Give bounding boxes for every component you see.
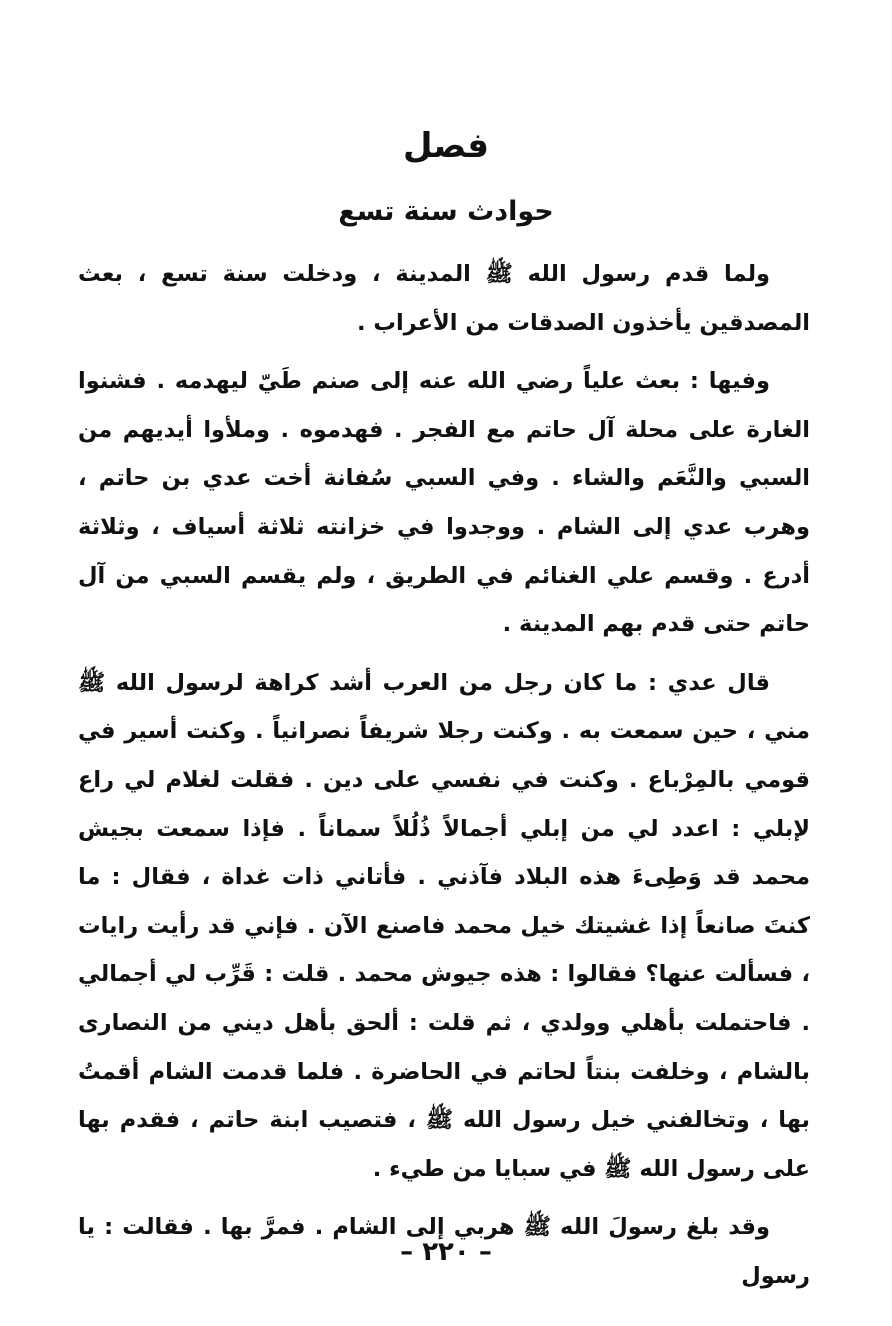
paragraph-3: قال عدي : ما كان رجل من العرب أشد كراهة لرسول الله ﷺ مني ، حين سمعت به . وكنت رجلا شريفاً نصرانياً . وكنت أسير في قومي بالمِرْباع . وكنت في نفسي على دين . فقلت لغلام لي راع لإبلي : اعدد لي من إبلي أجمالاً ذُلُلاً سماناً . فإذا سمعت بجيش محمد قد وَطِىءَ هذه البلاد فآذني . فأتاني ذات غداة ، فقال : ما كنتَ صانعاً إذا غشيتك خيل محمد فاصنع الآن . فإني قد رأيت رايات ، فسألت عنها؟ فقالوا : هذه جيوش محمد . قلت : قَرِّب لي أجمالي . فاحتملت بأهلي وولدي ، ثم قلت : ألحق بأهل ديني من النصارى بالشام ، وخلفت بنتاً لحاتم في الحاضرة . فلما قدمت الشام أقمتُ بها ، وتخالفني خيل رسول الله ﷺ ، فتصيب ابنة حاتم ، فقدم بها على رسول الله ﷺ في سبايا من طيء . [78, 669, 810, 1182]
page-number: – ٢٢٠ – [400, 1237, 492, 1267]
section-title: حوادث سنة تسع [338, 196, 554, 227]
paragraph-2: وفيها : بعث علياً رضي الله عنه إلى صنم طَيّ ليهدمه . فشنوا الغارة على محلة آل حاتم مع الفجر . فهدموه . وملأوا أيديهم من السبي والنَّعَم والشاء . وفي السبي سُفانة أخت عدي بن حاتم ، وهرب عدي إلى الشام . ووجدوا في خزانته ثلاثة أسياف ، وثلاثة أدرع . وقسم علي الغنائم في الطريق ، ولم يقسم السبي من آل حاتم حتى قدم بهم المدينة . [78, 368, 810, 638]
paragraph-1: ولما قدم رسول الله ﷺ المدينة ، ودخلت سنة تسع ، بعث المصدقين يأخذون الصدقات من الأعراب . [78, 261, 810, 336]
paragraph-4: وقد بلغ رسولَ الله ﷺ هربي إلى الشام . فمرَّ بها . فقالت : يا رسول [78, 1214, 810, 1289]
body-text [78, 250, 810, 1300]
chapter-heading: فصل [402, 126, 490, 166]
